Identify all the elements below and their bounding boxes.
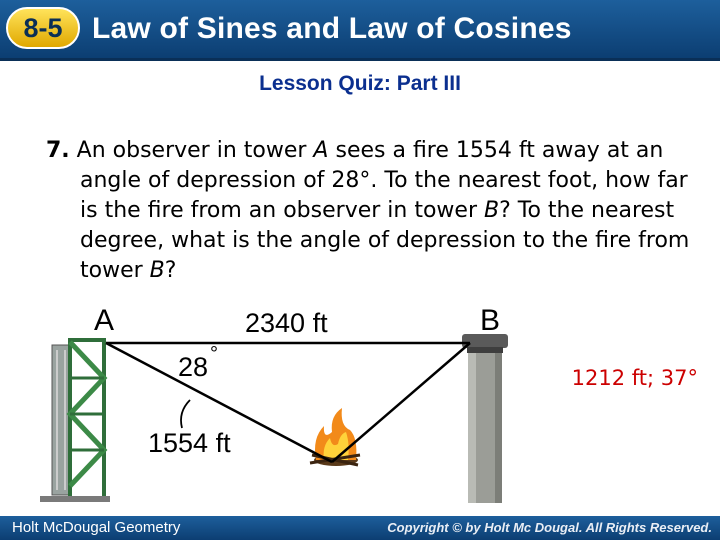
question-part: sees a fire 1554 ft away at an angle of depression of 28°. To the nearest foot, how far is the fire from an observer in tower <box>80 138 688 223</box>
footer-bar <box>0 516 720 540</box>
question-tower-a: A <box>313 138 329 163</box>
tower-diagram <box>40 300 540 510</box>
footer-publisher: Holt McDougal Geometry <box>12 519 181 536</box>
question-block <box>46 136 706 286</box>
question-tower-b: B <box>149 258 165 283</box>
label-degree: ° <box>210 343 218 365</box>
quiz-subtitle: Lesson Quiz: Part III <box>259 72 461 95</box>
footer-copyright: Copyright © by Holt Mc Dougal. All Rights Reserved. <box>387 520 712 535</box>
label-top-distance: 2340 ft <box>245 308 328 338</box>
question-part: An observer in tower <box>76 138 314 163</box>
slide-title: Law of Sines and Law of Cosines <box>92 12 572 45</box>
question-text <box>46 136 706 286</box>
fire-icon <box>310 408 360 466</box>
question-number: 7. <box>46 138 70 163</box>
question-tower-b: B <box>483 198 500 223</box>
tower-b-icon <box>462 334 508 503</box>
angle-arc <box>181 400 190 428</box>
tower-a-icon <box>40 340 110 502</box>
lesson-number: 8-5 <box>23 13 63 43</box>
question-part: ? To the nearest degree, what is the angle of depression to the fire from tower <box>80 198 690 283</box>
question-part: ? <box>164 258 177 283</box>
label-tower-b: B <box>480 304 501 337</box>
answer-text: 1212 ft; 37° <box>571 366 698 390</box>
label-angle: 28 <box>178 352 209 382</box>
line-b-to-fire <box>332 343 470 462</box>
label-side-distance: 1554 ft <box>148 428 231 458</box>
header-divider <box>0 58 720 61</box>
lesson-badge <box>6 7 80 49</box>
label-tower-a: A <box>94 304 115 337</box>
